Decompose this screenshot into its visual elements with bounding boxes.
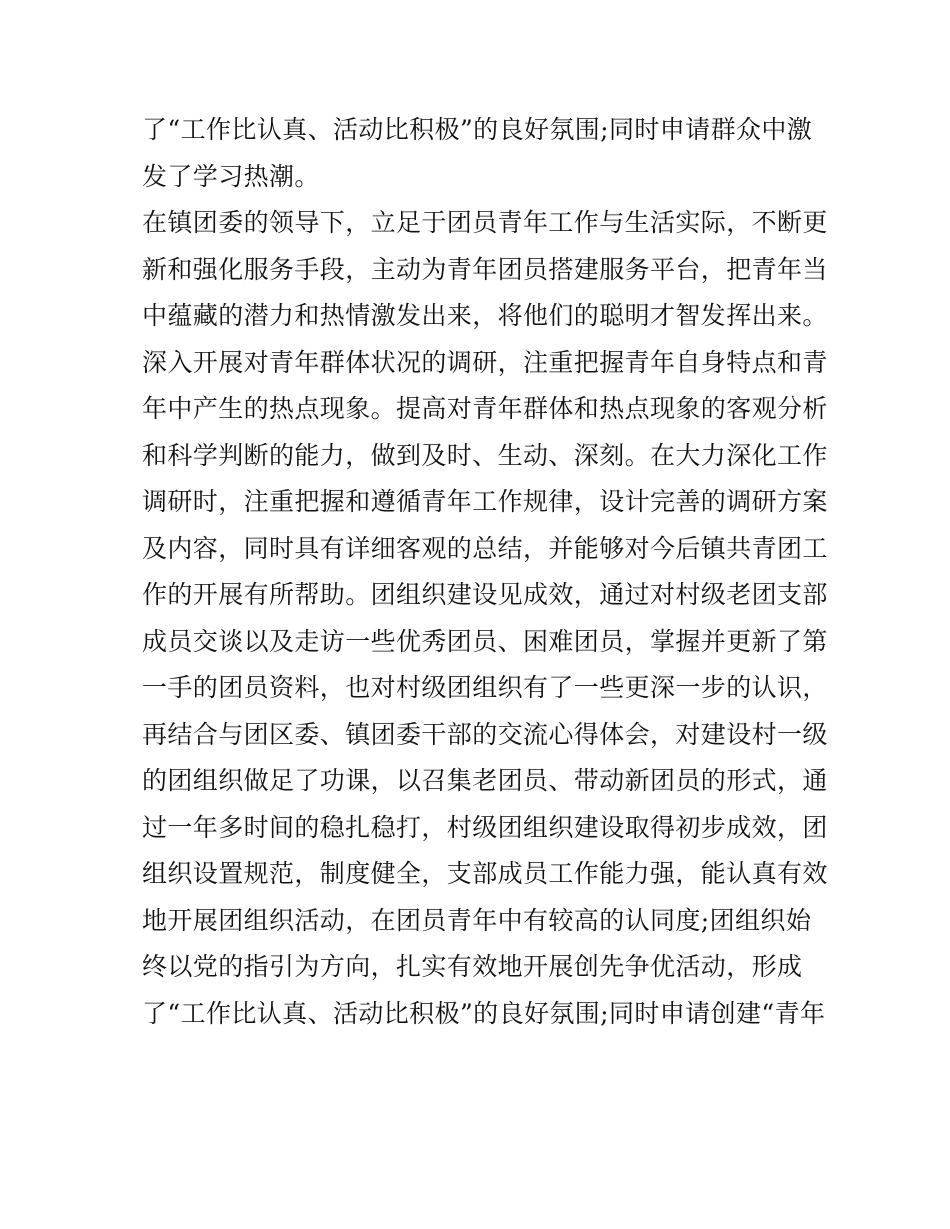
text-line: 新和强化服务手段，主动为青年团员搭建服务平台，把青年当: [142, 254, 828, 284]
text-line: 成员交谈以及走访一些优秀团员、困难团员，掌握并更新了第: [142, 626, 828, 656]
text-line: 终以党的指引为方向，扎实有效地开展创先争优活动，形成: [142, 952, 803, 981]
text-line: 了“工作比认真、活动比积极”的良好氛围;同时申请群众中激: [142, 115, 813, 144]
text-line: 调研时，注重把握和遵循青年工作规律，设计完善的调研方案: [142, 487, 828, 516]
body-text: [142, 107, 828, 1037]
text-line: 中蕴藏的潜力和热情激发出来，将他们的聪明才智发挥出来。: [142, 301, 828, 330]
text-line: 的团组织做足了功课，以召集老团员、带动新团员的形式，通: [142, 766, 828, 795]
text-line: 和科学判断的能力，做到及时、生动、深刻。在大力深化工作: [142, 440, 828, 470]
text-line: 一手的团员资料，也对村级团组织有了一些更深一步的认识，: [142, 673, 828, 702]
text-line: 深入开展对青年群体状况的调研，注重把握青年自身特点和青: [142, 347, 828, 377]
text-line: 在镇团委的领导下，立足于团员青年工作与生活实际，不断更: [142, 208, 828, 237]
text-line: 作的开展有所帮助。团组织建设见成效，通过对村级老团支部: [142, 580, 828, 609]
text-line: 了“工作比认真、活动比积极”的良好氛围;同时申请创建“青年: [142, 998, 826, 1028]
text-line: 发了学习热潮。: [142, 161, 320, 191]
text-line: 再结合与团区委、镇团委干部的交流心得体会，对建设村一级: [142, 719, 828, 749]
text-line: 地开展团组织活动，在团员青年中有较高的认同度;团组织始: [142, 905, 812, 935]
text-line: 组织设置规范，制度健全，支部成员工作能力强，能认真有效: [142, 859, 828, 888]
text-line: 过一年多时间的稳扎稳打，村级团组织建设取得初步成效，团: [142, 812, 828, 842]
text-line: 年中产生的热点现象。提高对青年群体和热点现象的客观分析: [142, 394, 828, 423]
text-line: 及内容，同时具有详细客观的总结，并能够对今后镇共青团工: [142, 533, 828, 563]
